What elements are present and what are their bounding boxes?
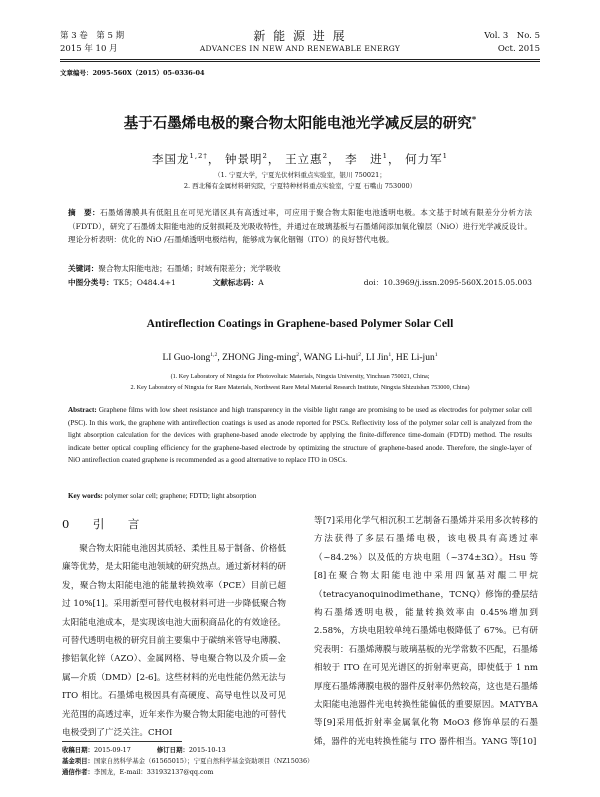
body-column-right: 等[7]采用化学气相沉积工艺制备石墨烯并采用多次转移的方法获得了多层石墨烯电极，该电极具有高透过率（~84.2%）以及低的方块电阻（~374±3Ω）。Hsu 等[8]在聚合物太阳能电池中采用四氰基对醌二甲烷（tetracyanoquinodimethane，TCNQ）修饰的叠层结构石墨烯透明电极，能量转换效率由 0.45%增加到 2.58%，方块电阻较单纯石墨烯电极降低了 67%。已有研究表明：石墨烯薄膜与玻璃基板的光学常数不匹配，石墨烯相较于 ITO 在可见光谱区的折射率更高，即使低于 1 nm 厚度石墨烯薄膜电极的器件反射率仍然较高，这也是石墨烯太阳能电池器件光电转换性能偏低的重要原因。MATYBA 等[9]采用低折射率金属氧化物 MoO3 修饰单层的石墨烯，器件的光电转换性能与 ITO 器件相当。YANG 等[10] [314,516,538,747]
revised-date: 2015-10-13 [188,746,226,754]
author-en: ZHONG Jing-ming$^2$ [222,351,300,363]
authors-cn: 李国龙$^{1,2\dagger}$， 钟景明$^2$， 王立惠$^2$， 李 进$^1$， 何力军$^1$ [151,152,449,166]
received-date: 2015-09-17 [93,746,131,754]
header-rule-thin [60,61,540,62]
affiliation-cn-1: （1. 宁夏大学，宁夏光伏材料重点实验室，银川 750021； [214,171,386,179]
issue-cn: 第 3 卷 第 5 期 [60,31,125,41]
section-number: 0 [62,517,76,531]
author-cn: 李国龙$^{1,2\dagger}$ [151,152,208,166]
doc-code: A [258,278,264,287]
clc-number: TK5；O484.4+1 [113,278,176,287]
affiliations-cn [60,170,540,192]
abstract-en-label: Abstract: [68,406,97,414]
abstract-cn-label: 摘 要： [68,208,101,217]
date-cn: 2015 年 10 月 [60,44,118,54]
abstract-en-text: Graphene films with low sheet resistance and high transparency in the visible light range are promising to be used as electrodes for polymer solar cell (PSC). In this work, the graphene with antireflection coatings is used as anode reported for PSCs. Reflectivity loss of the polymer solar cell is analyzed from the light absorption calculation for the devices with graphene-based anode electrode by applying the finite-difference time-domain (FDTD) method. The results indicate better optical coupling efficiency for the graphene-based electrode by optimizing the structure of graphene-based anode. Therefore, the single-layer of NiO antireflection coated graphene is recommended as a good alternative to replace ITO in OSCs. [68,406,532,465]
title-cn-text: 基于石墨烯电极的聚合物太阳能电池光学减反层的研究 [123,115,472,132]
issue-en: Vol. 3 No. 5 [484,31,540,41]
journal-name [150,27,450,53]
affiliation-en-2: 2. Key Laboratory of Ningxia for Rare Materials, Northwest Rare Metal Material Research Institute, Ningxia Shizuishan 753000, China) [130,383,470,391]
keywords-cn [68,262,532,275]
classification-cn: 中图分类号：TK5；O484.4+1 文献标志码：A doi：10.3969/j.issn.2095-560X.2015.05.003 [68,278,532,287]
abstract-cn-text: 石墨烯薄膜具有低阻且在可见光谱区具有高透过率，可应用于聚合物太阳能电池透明电极。本文基于时域有限差分分析方法（FDTD），研究了石墨烯太阳能电池的反射损耗及光吸收特性，并通过在玻璃基板与石墨烯间添加氧化镍层（NiO）进行光学减反设计。理论分析表明：优化的 NiO /石墨烯透明电极结构，能够成为氧化铟锡（ITO）的良好替代电极。 [68,208,532,245]
abstract-en [68,404,532,467]
corresponding-text: 李国龙，E-mail：331932137@qq.com [93,768,214,776]
title-cn [60,112,540,133]
footnote-rule [62,741,182,742]
affiliations-en [50,372,550,393]
keywords-en-text: polymer solar cell; graphene; FDTD; light absorption [104,492,257,500]
author-cn: 何力军$^1$ [405,152,449,166]
header-left [60,30,124,56]
journal-en: ADVANCES IN NEW AND RENEWABLE ENERGY [199,44,401,53]
author-cn: 王立惠$^2$ [285,152,328,166]
section-title: 引 言 [92,517,146,531]
footnotes [62,745,542,778]
title-cn-mark: * [471,115,477,126]
keywords-cn-label: 关键词： [68,264,99,273]
title-en: Antireflection Coatings in Graphene-based Polymer Solar Cell [146,318,454,330]
fund-text: 国家自然科学基金（61565015）；宁夏自然科学基金资助项目（NZ15036） [93,757,314,765]
abstract-cn [68,206,532,247]
authors-en: LI Guo-long$^{1,2}$, ZHONG Jing-ming$^2$, WANG Li-hui$^2$, LI Jin$^1$, HE Li-jun$^1$ [162,351,438,363]
author-en: LI Guo-long$^{1,2}$ [162,351,218,363]
body-column-left: 聚合物太阳能电池因其质轻、柔性且易于制备、价格低廉等优势，是太阳能电池领域的研究热点。通过新材料的研发，聚合物太阳能电池的能量转换效率（PCE）目前已超过 10%[1]。采用新型可替代电极材料可进一步降低聚合物太阳能电池成本，是实现该电池大面积商品化的有效途径。可替代透明电极的研究目前主要集中于碳纳米管导电薄膜、掺铝氧化锌（AZO）、金属网格、导电聚合物以及介质—金属—介质（DMD）[2-6]。这些材料的光电性能仍然无法与 ITO 相比。石墨烯电极因具有高硬度、高导电性以及可见光范围的高透过率，近年来作为聚合物太阳能电池的可替代电极受到了广泛关注。CHOI [62,544,286,739]
doc-id: 文章编号：2095-560X（2015）05-0336-04 [60,69,205,77]
affiliation-en-1: (1. Key Laboratory of Ningxia for Photovoltaic Materials, Ningxia University, Yinchuan 750021, China; [170,373,430,380]
keywords-cn-text: 聚合物太阳能电池；石墨烯；时域有限差分；光学吸收 [98,264,281,273]
date-en: Oct. 2015 [497,44,540,54]
keywords-en [68,490,532,503]
header-rule [60,59,540,60]
author-cn: 钟景明$^2$ [225,152,268,166]
journal-cn: 新 能 源 进 展 [253,29,347,43]
keywords-en-label: Key words: [68,492,103,500]
author-en: HE Li-jun$^1$ [395,351,438,363]
footnote-fund: 基金项目：国家自然科学基金（61565015）；宁夏自然科学基金资助项目（NZ15036） [62,757,314,765]
doi: doi：10.3969/j.issn.2095-560X.2015.05.003 [363,278,532,287]
header-right [484,30,540,56]
author-cn: 李 进$^1$ [345,152,388,166]
section-heading [62,516,145,532]
affiliation-cn-2: 2. 西北稀有金属材料研究院，宁夏特种材料重点实验室，宁夏 石嘴山 753000） [183,182,417,190]
author-en: WANG Li-hui$^2$ [303,351,362,363]
author-en: LI Jin$^1$ [365,351,392,363]
footnote-corresponding: 通信作者：李国龙，E-mail：331932137@qq.com [62,768,214,776]
footnote-dates: 收稿日期：2015-09-17 修订日期：2015-10-13 [62,746,226,754]
